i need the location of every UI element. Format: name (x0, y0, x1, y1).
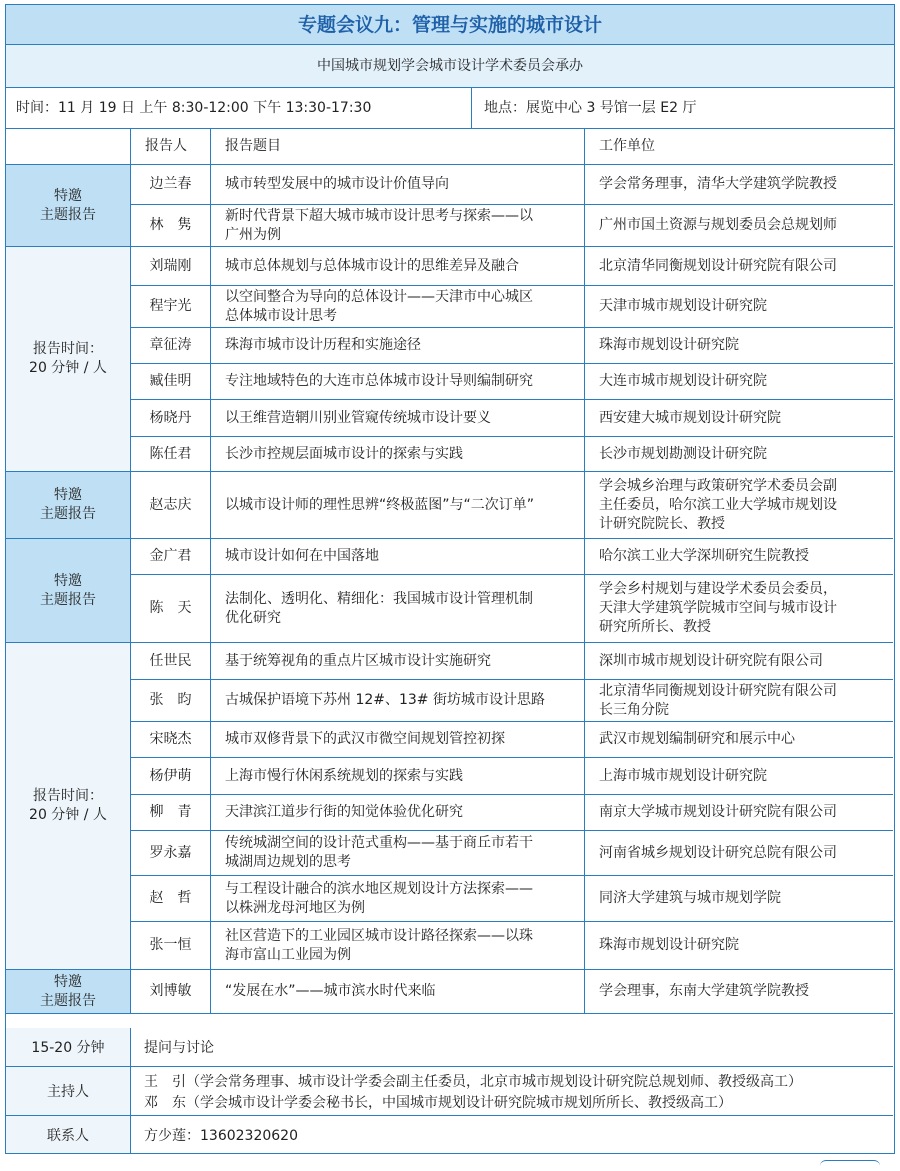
report-topic (211, 680, 585, 722)
text-line: 主题报告 (40, 591, 96, 608)
contact-row (6, 1116, 893, 1153)
text-line: 武汉市规划编制研究和展示中心 (599, 731, 795, 747)
work-unit (585, 165, 893, 205)
work-unit (585, 472, 893, 539)
text-line: 报告时间： (33, 788, 103, 804)
speaker-name: 程宇光 (131, 286, 211, 328)
text-line: 计研究院院长、教授 (599, 515, 725, 532)
text-line: 广州市国土资源与规划委员会总规划师 (599, 217, 837, 233)
text-line: 长三角分院 (599, 701, 669, 718)
session-table (5, 4, 895, 1154)
report-topic (211, 643, 585, 680)
text-line: 20 分钟 / 人 (29, 360, 107, 376)
report-topic (211, 205, 585, 247)
work-unit (585, 970, 893, 1014)
text-line: 南京大学城市规划设计研究院有限公司 (599, 804, 837, 820)
group-label (6, 970, 131, 1014)
work-unit (585, 328, 893, 364)
text-line: 特邀 (54, 187, 82, 204)
text-line: 研究所所长、教授 (599, 619, 711, 635)
text-line: 西安建大城市规划设计研究院 (599, 409, 781, 426)
group-label (6, 539, 131, 643)
speaker-name: 金广君 (131, 539, 211, 575)
text-line: 城湖周边规划的思考 (225, 854, 351, 870)
schedule-grid (6, 129, 893, 1028)
speaker-name: 赵 哲 (131, 876, 211, 922)
title-bar (6, 5, 894, 45)
text-line: 城市双修背景下的武汉市微空间规划管控初探 (225, 731, 505, 747)
page-title: 专题会议九：管理与实施的城市设计 (297, 14, 602, 36)
text-line: 天津市城市规划设计研究院 (599, 298, 767, 314)
text-line: 大连市城市规划设计研究院 (599, 373, 767, 389)
column-header-topic: 报告题目 (211, 129, 585, 165)
text-line: 海市富山工业园为例 (225, 946, 351, 963)
text-line: 上海市慢行休闲系统规划的探索与实践 (225, 767, 463, 784)
work-unit (585, 539, 893, 575)
text-line: 主题报告 (40, 206, 96, 223)
report-topic (211, 328, 585, 364)
column-header-unit: 工作单位 (585, 129, 893, 165)
report-topic (211, 247, 585, 286)
text-line: 珠海市规划设计研究院 (599, 337, 739, 353)
speaker-name: 林 隽 (131, 205, 211, 247)
text-line: 以株洲龙母河地区为例 (225, 899, 365, 916)
host-row (6, 1067, 893, 1116)
contact-value: 方少莲：13602320620 (144, 1127, 298, 1144)
text-line: 社区营造下的工业园区城市设计路径探索——以珠 (225, 927, 533, 944)
text-line: 珠海市城市设计历程和实施途径 (225, 337, 421, 353)
text-line: 新时代背景下超大城市城市设计思考与探索——以 (225, 207, 533, 224)
speaker-name: 陈 天 (131, 575, 211, 643)
text-line: 珠海市规划设计研究院 (599, 937, 739, 953)
speaker-name: 罗永嘉 (131, 831, 211, 876)
text-line: 法制化、透明化、精细化：我国城市设计管理机制 (225, 590, 533, 607)
text-line: 以王维营造辋川别业管窥传统城市设计要义 (225, 409, 491, 426)
text-line: 专注地域特色的大连市总体城市设计导则编制研究 (225, 373, 533, 389)
text-line: 北京清华同衡规划设计研究院有限公司 (599, 682, 837, 699)
work-unit (585, 400, 893, 437)
organizer-bar (6, 45, 894, 88)
report-topic (211, 575, 585, 643)
host-label: 主持人 (6, 1067, 131, 1115)
report-topic (211, 437, 585, 472)
speaker-name: 张一恒 (131, 922, 211, 970)
work-unit (585, 575, 893, 643)
text-line: 北京清华同衡规划设计研究院有限公司 (599, 257, 837, 274)
report-topic (211, 165, 585, 205)
speaker-name: 赵志庆 (131, 472, 211, 539)
text-line: 总体城市设计思考 (225, 307, 337, 324)
work-unit (585, 795, 893, 831)
report-topic (211, 472, 585, 539)
decorative-edge (820, 1160, 880, 1171)
host-1-note: （学会常务理事、城市设计学委会副主任委员，北京市城市规划设计研究院总规划师、教授级高工） (186, 1074, 802, 1090)
report-topic (211, 364, 585, 400)
work-unit (585, 437, 893, 472)
text-line: 城市转型发展中的城市设计价值导向 (225, 176, 449, 192)
text-line: 特邀 (54, 572, 82, 589)
speaker-name: 任世民 (131, 643, 211, 680)
speaker-name: 臧佳明 (131, 364, 211, 400)
text-line: 城市总体规划与总体城市设计的思维差异及融合 (225, 257, 519, 274)
session-place: 地点：展览中心 3 号馆一层 E2 厅 (484, 100, 697, 116)
report-topic (211, 876, 585, 922)
work-unit (585, 364, 893, 400)
text-line: 特邀 (54, 973, 82, 990)
text-line: 报告时间： (33, 341, 103, 357)
work-unit (585, 680, 893, 722)
qa-label: 提问与讨论 (144, 1040, 214, 1056)
speaker-name: 边兰春 (131, 165, 211, 205)
qa-time: 15-20 分钟 (6, 1028, 131, 1066)
text-line: 以空间整合为导向的总体设计——天津市中心城区 (225, 288, 533, 305)
work-unit (585, 722, 893, 758)
text-line: 20 分钟 / 人 (29, 807, 107, 823)
speaker-name: 杨晓丹 (131, 400, 211, 437)
text-line: 长沙市控规层面城市设计的探索与实践 (225, 445, 463, 462)
text-line: 河南省城乡规划设计研究总院有限公司 (599, 844, 837, 861)
report-topic (211, 922, 585, 970)
work-unit (585, 876, 893, 922)
group-label (6, 165, 131, 247)
report-topic (211, 970, 585, 1014)
text-line: 古城保护语境下苏州 12#、13# 街坊城市设计思路 (225, 692, 545, 708)
text-line: 学会常务理事，清华大学建筑学院教授 (599, 176, 837, 192)
speaker-name: 刘博敏 (131, 970, 211, 1014)
speaker-name: 宋晓杰 (131, 722, 211, 758)
work-unit (585, 247, 893, 286)
work-unit (585, 758, 893, 795)
text-line: 同济大学建筑与城市规划学院 (599, 890, 781, 906)
group-label (6, 643, 131, 970)
text-line: 主题报告 (40, 992, 96, 1009)
text-line: 哈尔滨工业大学深圳研究生院教授 (599, 548, 809, 564)
work-unit (585, 831, 893, 876)
divider (471, 88, 472, 128)
time-place-bar (6, 88, 894, 129)
host-2-note: （学会城市设计学委会秘书长，中国城市规划设计研究院城市规划所所长、教授级高工） (186, 1095, 732, 1111)
host-1-name: 王 引 (144, 1074, 186, 1090)
speaker-name: 柳 青 (131, 795, 211, 831)
group-label (6, 247, 131, 472)
text-line: 上海市城市规划设计研究院 (599, 767, 767, 784)
qa-row (6, 1028, 893, 1067)
group-label (6, 472, 131, 539)
speaker-name: 张 昀 (131, 680, 211, 722)
host-1 (144, 1071, 802, 1091)
text-line: 学会理事，东南大学建筑学院教授 (599, 983, 809, 999)
text-line: 主题报告 (40, 506, 96, 522)
header-blank (6, 129, 131, 165)
text-line: 天津大学建筑学院城市空间与城市设计 (599, 600, 837, 616)
host-2 (144, 1092, 732, 1112)
organizer-text: 中国城市规划学会城市设计学术委员会承办 (317, 58, 583, 74)
text-line: 传统城湖空间的设计范式重构——基于商丘市若干 (225, 835, 533, 851)
text-line: 特邀 (54, 487, 82, 503)
text-line: 学会乡村规划与建设学术委员会委员， (599, 581, 837, 597)
report-topic (211, 722, 585, 758)
work-unit (585, 643, 893, 680)
report-topic (211, 400, 585, 437)
speaker-name: 陈任君 (131, 437, 211, 472)
report-topic (211, 795, 585, 831)
text-line: 长沙市规划勘测设计研究院 (599, 445, 767, 462)
speaker-name: 杨伊萌 (131, 758, 211, 795)
text-line: 天津滨江道步行街的知觉体验优化研究 (225, 804, 463, 820)
text-line: 基于统筹视角的重点片区城市设计实施研究 (225, 652, 491, 669)
text-line: 优化研究 (225, 609, 281, 626)
text-line: 以城市设计师的理性思辨“终极蓝图”与“二次订单” (225, 496, 535, 513)
host-2-name: 邓 东 (144, 1095, 186, 1111)
speaker-name: 刘瑞刚 (131, 247, 211, 286)
report-topic (211, 758, 585, 795)
work-unit (585, 286, 893, 328)
column-header-speaker: 报告人 (131, 129, 211, 165)
contact-label: 联系人 (6, 1116, 131, 1153)
work-unit (585, 922, 893, 970)
text-line: 主任委员，哈尔滨工业大学城市规划设 (599, 496, 837, 513)
speaker-name: 章征涛 (131, 328, 211, 364)
report-topic (211, 539, 585, 575)
text-line: 城市设计如何在中国落地 (225, 548, 379, 564)
work-unit (585, 205, 893, 247)
text-line: 深圳市城市规划设计研究院有限公司 (599, 652, 823, 669)
text-line: 与工程设计融合的滨水地区规划设计方法探索—— (225, 880, 533, 897)
report-topic (211, 286, 585, 328)
text-line: 学会城乡治理与政策研究学术委员会副 (599, 477, 837, 494)
report-topic (211, 831, 585, 876)
text-line: “发展在水”——城市滨水时代来临 (225, 983, 436, 999)
text-line: 广州为例 (225, 226, 281, 243)
session-time: 时间：11 月 19 日 上午 8:30-12:00 下午 13:30-17:30 (16, 100, 372, 116)
